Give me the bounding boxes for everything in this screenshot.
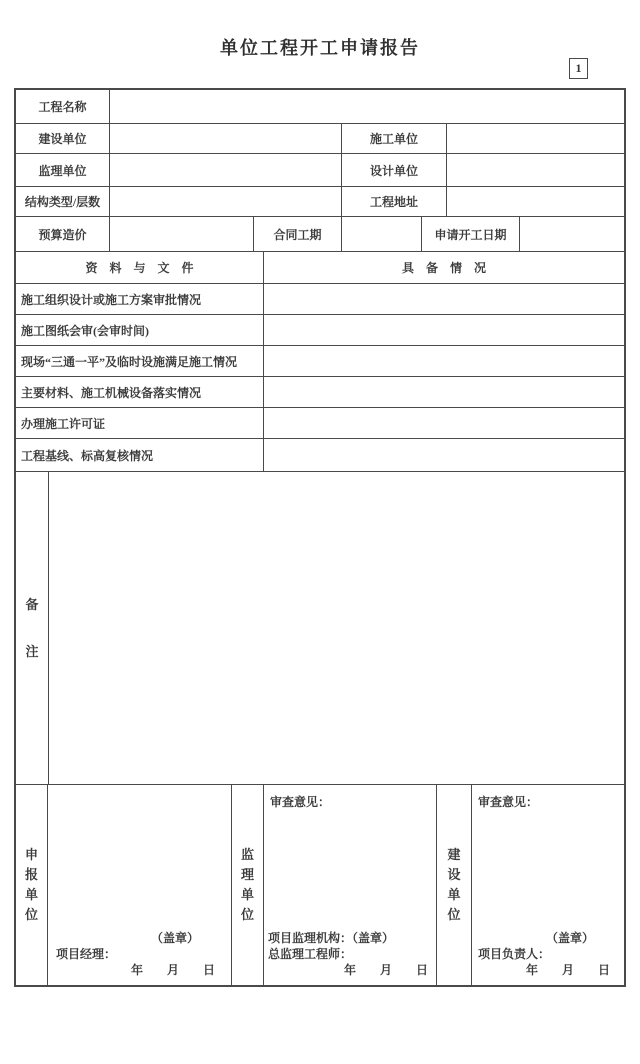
applicant-sign-cell: [48, 785, 232, 985]
checklist-status-cell: [264, 408, 624, 438]
supervisor-sign-cell: [264, 785, 437, 985]
checklist-row: [16, 346, 624, 377]
supervisor-unit-label: 监理单位: [240, 847, 254, 922]
contractor-unit-label: 施工单位: [342, 124, 447, 153]
builder-date: 年 月 日: [525, 963, 610, 977]
supervisor-org-seal: 项目监理机构：（盖章）: [268, 931, 395, 945]
page-title: 单位工程开工申请报告: [220, 38, 420, 58]
structure-type-value: [110, 187, 342, 216]
start-date-value: [520, 217, 624, 251]
contractor-unit-value: [447, 124, 624, 153]
builder-opinion-label: 审查意见：: [478, 795, 539, 809]
builder-sign-cell: [472, 785, 624, 985]
design-unit-value: [447, 154, 624, 186]
builder-unit-label: 建设单位: [447, 847, 461, 922]
budget-cost-label: 预算造价: [16, 217, 110, 251]
remarks-content: [49, 472, 624, 784]
supervision-unit-label: 监理单位: [16, 154, 110, 186]
contract-period-value: [342, 217, 422, 251]
supervision-unit-value: [110, 154, 342, 186]
checklist-item-label: 施工组织设计或施工方案审批情况: [16, 284, 264, 314]
supervisor-date: 年 月 日: [343, 963, 428, 977]
project-name-value: [110, 90, 624, 123]
checklist-status-cell: [264, 315, 624, 345]
applicant-unit-label-cell: [16, 785, 48, 985]
budget-cost-value: [110, 217, 254, 251]
checklist-status-cell: [264, 346, 624, 376]
builder-unit-label-cell: [437, 785, 472, 985]
construction-unit-label: 建设单位: [16, 124, 110, 153]
design-unit-label: 设计单位: [342, 154, 447, 186]
supervisor-opinion-label: 审查意见：: [270, 795, 331, 809]
checklist-item-label: 工程基线、标高复核情况: [16, 439, 264, 471]
row-remarks: [16, 472, 624, 785]
supervisor-signer: 总监理工程师：: [268, 947, 353, 961]
contract-period-label: 合同工期: [254, 217, 342, 251]
page-number-box: [569, 58, 588, 79]
checklist-row: [16, 408, 624, 439]
checklist-header-left: 资 料 与 文 件: [16, 252, 264, 283]
row-construction-contractor: [16, 124, 624, 154]
checklist-header-right: 具 备 情 况: [401, 261, 486, 275]
applicant-signer: 项目经理：: [56, 947, 117, 961]
checklist-item-label: 主要材料、施工机械设备落实情况: [16, 377, 264, 407]
checklist-status-cell: [264, 284, 624, 314]
applicant-date: 年 月 日: [130, 963, 215, 977]
checklist-item-label: 办理施工许可证: [16, 408, 264, 438]
project-address-value: [447, 187, 624, 216]
builder-seal: （盖章）: [545, 931, 594, 945]
checklist-row: [16, 284, 624, 315]
checklist-item-label: 施工图纸会审(会审时间): [16, 315, 264, 345]
project-name-label: 工程名称: [16, 90, 110, 123]
checklist-row: [16, 439, 624, 472]
structure-type-label: 结构类型/层数: [16, 187, 110, 216]
start-date-label: 申请开工日期: [422, 217, 520, 251]
row-checklist-header: [16, 252, 624, 284]
application-form-table: [14, 88, 626, 987]
row-budget-period-date: [16, 217, 624, 252]
row-project-name: [16, 90, 624, 124]
project-address-label: 工程地址: [342, 187, 447, 216]
row-structure-address: [16, 187, 624, 217]
builder-sign-block: [472, 930, 624, 978]
applicant-unit-label: 申报单位: [24, 847, 38, 922]
construction-unit-value: [110, 124, 342, 153]
supervisor-sign-block: [264, 930, 436, 978]
checklist-status-cell: [264, 439, 624, 471]
row-signoff: [16, 785, 624, 985]
applicant-sign-block: [48, 930, 231, 978]
supervisor-unit-label-cell: [232, 785, 264, 985]
checklist-item-label: 现场“三通一平”及临时设施满足施工情况: [16, 346, 264, 376]
applicant-seal: （盖章）: [150, 931, 199, 945]
checklist-row: [16, 377, 624, 408]
remarks-label: 备注: [25, 597, 39, 659]
remarks-label-cell: [16, 472, 49, 784]
checklist-status-cell: [264, 377, 624, 407]
page-number: 1: [575, 61, 582, 75]
builder-signer: 项目负责人：: [478, 947, 551, 961]
row-supervision-design: [16, 154, 624, 187]
checklist-row: [16, 315, 624, 346]
